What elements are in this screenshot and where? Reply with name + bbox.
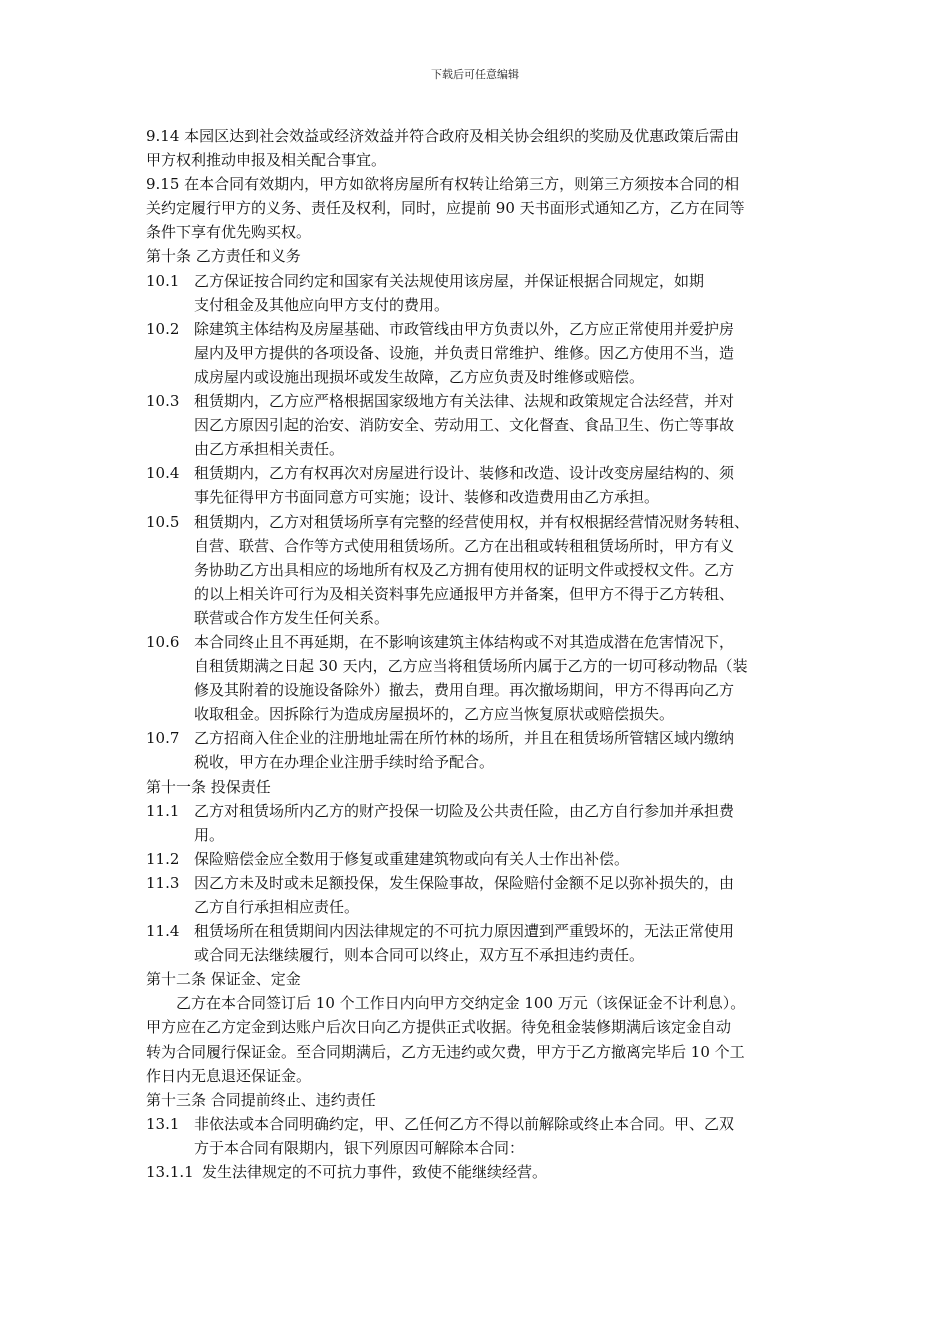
clause-11-4 xyxy=(146,919,808,967)
text-line: 本合同终止且不再延期，在不影响该建筑主体结构或不对其造成潜在危害情况下， xyxy=(194,632,735,651)
clause-number: 10.7 xyxy=(146,729,180,748)
text-line: 9.14 本园区达到社会效益或经济效益并符合政府及相关协会组织的奖励及优惠政策后需由 xyxy=(146,127,740,145)
clause-text xyxy=(194,317,808,389)
clause-number: 13.1.1 xyxy=(146,1163,194,1182)
section-heading-10: 第十条 乙方责任和义务 xyxy=(146,247,301,266)
clause-text xyxy=(194,461,808,509)
clause-11-3 xyxy=(146,871,808,919)
section-heading-13: 第十三条 合同提前终止、违约责任 xyxy=(146,1090,376,1109)
clause-number: 10.3 xyxy=(146,392,180,411)
clause-text xyxy=(194,630,808,726)
page-header: 下载后可任意编辑 xyxy=(431,68,519,81)
text-line: 租赁期内，乙方有权再次对房屋进行设计、装修和改造、设计改变房屋结构的、须 xyxy=(194,464,735,483)
text-line: 转为合同履行保证金。至合同期满后，乙方无违约或欠费，甲方于乙方撤离完毕后 10 个工 xyxy=(146,1042,745,1061)
clause-text xyxy=(194,269,808,317)
clause-number: 11.3 xyxy=(146,873,180,892)
text-line: 税收，甲方在办理企业注册手续时给予配合。 xyxy=(194,753,495,772)
text-line: 租赁期内，乙方对租赁场所享有完整的经营使用权，并有权根据经营情况财务转租、 xyxy=(194,512,750,531)
clause-number: 11.4 xyxy=(146,922,180,941)
text-line: 9.15 在本合同有效期内，甲方如欲将房屋所有权转让给第三方，则第三方须按本合同的相 xyxy=(146,175,740,194)
clause-10-1 xyxy=(146,269,808,317)
clause-10-6 xyxy=(146,630,808,726)
text-line: 乙方招商入住企业的注册地址需在所竹林的场所，并且在租赁场所管辖区域内缴纳 xyxy=(194,729,735,748)
text-line: 收取租金。因拆除行为造成房屋损坏的，乙方应当恢复原状或赔偿损失。 xyxy=(194,705,675,724)
clause-9-15 xyxy=(146,172,808,244)
clause-number: 10.4 xyxy=(146,464,180,483)
clause-9-14 xyxy=(146,124,808,172)
clause-13-1-1 xyxy=(146,1160,808,1184)
clause-text xyxy=(194,799,808,847)
clause-10-7 xyxy=(146,726,808,774)
clause-10-5 xyxy=(146,510,808,630)
text-line: 乙方在本合同签订后 10 个工作日内向甲方交纳定金 100 万元（该保证金不计利息）。 xyxy=(146,994,746,1013)
text-line: 除建筑主体结构及房屋基础、市政管线由甲方负责以外，乙方应正常使用并爱护房 xyxy=(194,319,735,338)
clause-text xyxy=(194,510,808,630)
text-line: 的以上相关许可行为及相关资料事先应通报甲方并备案，但甲方不得于乙方转租、 xyxy=(194,584,735,603)
clause-number: 11.2 xyxy=(146,849,180,868)
clause-number: 10.5 xyxy=(146,512,180,531)
clause-text xyxy=(194,389,808,461)
text-line: 用。 xyxy=(194,825,225,844)
text-line: 乙方保证按合同约定和国家有关法规使用该房屋，并保证根据合同规定，如期 xyxy=(194,271,705,290)
section-heading-12: 第十二条 保证金、定金 xyxy=(146,970,301,989)
paragraph-12 xyxy=(146,991,808,1087)
text-line: 由乙方承担相关责任。 xyxy=(194,440,345,459)
clause-10-3 xyxy=(146,389,808,461)
text-line: 务协助乙方出具相应的场地所有权及乙方拥有使用权的证明文件或授权文件。乙方 xyxy=(194,560,735,579)
text-line: 非依法或本合同明确约定，甲、乙任何乙方不得以前解除或终止本合同。甲、乙双 xyxy=(194,1114,735,1133)
clause-number: 10.2 xyxy=(146,319,180,338)
text-line: 租赁场所在租赁期间内因法律规定的不可抗力原因遭到严重毁坏的，无法正常使用 xyxy=(194,922,735,941)
clause-11-2 xyxy=(146,847,808,871)
text-line: 因乙方未及时或未足额投保，发生保险事故，保险赔付金额不足以弥补损失的，由 xyxy=(194,873,735,892)
text-line: 因乙方原因引起的治安、消防安全、劳动用工、文化督查、食品卫生、伤亡等事故 xyxy=(194,416,735,435)
clause-text xyxy=(194,871,808,919)
text-line: 发生法律规定的不可抗力事件，致使不能继续经营。 xyxy=(202,1163,548,1182)
text-line: 修及其附着的设施设备除外）撤去，费用自理。再次撤场期间，甲方不得再向乙方 xyxy=(194,681,735,700)
text-line: 屋内及甲方提供的各项设备、设施，并负责日常维护、维修。因乙方使用不当，造 xyxy=(194,343,735,362)
clause-text xyxy=(202,1160,808,1184)
clause-13-1 xyxy=(146,1112,808,1160)
text-line: 作日内无息退还保证金。 xyxy=(146,1066,312,1085)
text-line: 联营或合作方发生任何关系。 xyxy=(194,608,390,627)
text-line: 甲方权利推动申报及相关配合事宜。 xyxy=(146,151,387,170)
text-line: 方于本合同有限期内，银下列原因可解除本合同： xyxy=(194,1138,525,1157)
text-line: 租赁期内，乙方应严格根据国家级地方有关法律、法规和政策规定合法经营，并对 xyxy=(194,392,735,411)
clause-number: 10.1 xyxy=(146,271,180,290)
text-line: 支付租金及其他应向甲方支付的费用。 xyxy=(194,295,450,314)
text-line: 乙方自行承担相应责任。 xyxy=(194,898,360,916)
text-line: 保险赔偿金应全数用于修复或重建建筑物或向有关人士作出补偿。 xyxy=(194,849,630,868)
clause-number: 13.1 xyxy=(146,1114,180,1133)
clause-number: 11.1 xyxy=(146,801,180,820)
clause-11-1 xyxy=(146,799,808,847)
text-line: 甲方应在乙方定金到达账户后次日向乙方提供正式收据。待免租金装修期满后该定金自动 xyxy=(146,1018,732,1037)
document-body xyxy=(146,124,808,1184)
text-line: 条件下享有优先购买权。 xyxy=(146,223,312,242)
text-line: 自营、联营、合作等方式使用租赁场所。乙方在出租或转租租赁场所时，甲方有义 xyxy=(194,536,735,555)
text-line: 乙方对租赁场所内乙方的财产投保一切险及公共责任险，由乙方自行参加并承担费 xyxy=(194,801,735,820)
text-line: 或合同无法继续履行，则本合同可以终止，双方互不承担违约责任。 xyxy=(194,946,645,965)
clause-10-2 xyxy=(146,317,808,389)
clause-text xyxy=(194,726,808,774)
section-heading-11: 第十一条 投保责任 xyxy=(146,777,271,796)
clause-text xyxy=(194,847,808,871)
clause-number: 10.6 xyxy=(146,632,180,651)
clause-text xyxy=(194,1112,808,1160)
text-line: 成房屋内或设施出现损坏或发生故障，乙方应负责及时维修或赔偿。 xyxy=(194,367,645,386)
text-line: 事先征得甲方书面同意方可实施；设计、装修和改造费用由乙方承担。 xyxy=(194,488,660,507)
clause-10-4 xyxy=(146,461,808,509)
text-line: 自租赁期满之日起 30 天内，乙方应当将租赁场所内属于乙方的一切可移动物品（装 xyxy=(194,657,748,676)
text-line: 关约定履行甲方的义务、责任及权利，同时，应提前 90 天书面形式通知乙方，乙方在同等 xyxy=(146,199,745,218)
clause-text xyxy=(194,919,808,967)
